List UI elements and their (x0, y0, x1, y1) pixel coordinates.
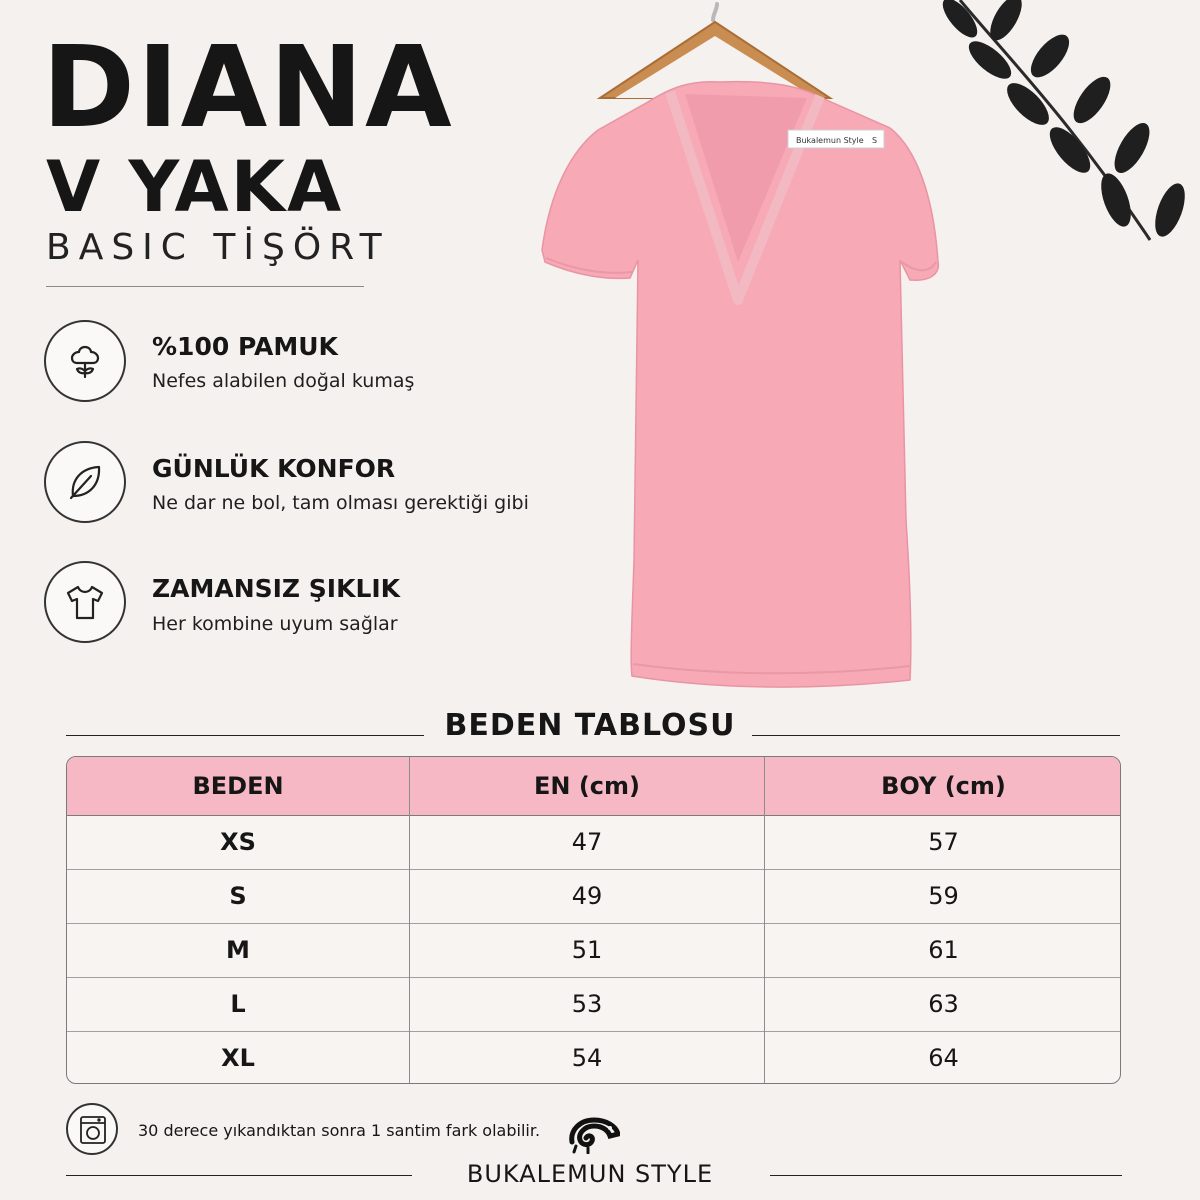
table-cell: 64 (928, 1044, 959, 1072)
table-cell: 61 (928, 936, 959, 964)
size-table-title: BEDEN TABLOSU (444, 708, 736, 743)
washing-machine-icon (66, 1103, 118, 1155)
table-header-row (67, 757, 1121, 816)
table-cell: 63 (928, 990, 959, 1018)
product-subtitle: V YAKA (46, 146, 344, 228)
feature-desc-cotton: Nefes alabilen doğal kumaş (152, 370, 415, 392)
table-cell: 51 (410, 923, 765, 977)
table-header: EN (cm) (410, 757, 765, 815)
neck-label-size: S (872, 136, 878, 145)
feature-desc-comfort: Ne dar ne bol, tam olması gerektiği gibi (152, 492, 529, 514)
leaf-branch-decoration (920, 0, 1200, 260)
feature-title-style: ZAMANSIZ ŞIKLIK (152, 574, 401, 603)
table-cell: M (67, 923, 410, 977)
table-cell: 54 (410, 1031, 765, 1084)
table-cell: S (67, 869, 410, 923)
feature-title-cotton: %100 PAMUK (152, 332, 338, 361)
leaf-icon (44, 441, 126, 523)
cotton-icon (44, 320, 126, 402)
size-table (66, 756, 1121, 1084)
table-title-line-right (752, 735, 1120, 736)
table-row (67, 869, 1121, 924)
table-cell: 59 (928, 882, 959, 910)
table-cell: 47 (410, 815, 765, 869)
table-row (67, 977, 1121, 1032)
wash-note: 30 derece yıkandıktan sonra 1 santim fark olabilir. (138, 1121, 541, 1140)
table-row (67, 1031, 1121, 1084)
chameleon-icon (566, 1114, 620, 1154)
table-row (67, 923, 1121, 978)
table-cell: L (67, 977, 410, 1031)
table-cell: XS (67, 815, 410, 869)
title-divider (46, 286, 364, 287)
table-cell: 57 (928, 828, 959, 856)
feature-desc-style: Her kombine uyum sağlar (152, 613, 398, 635)
neck-label-brand: Bukalemun Style (796, 136, 864, 145)
product-type: BASIC TİŞÖRT (46, 227, 390, 268)
table-cell: 53 (410, 977, 765, 1031)
table-header: BOY (cm) (881, 772, 1006, 800)
table-cell: 49 (410, 869, 765, 923)
table-header: BEDEN (67, 757, 410, 815)
hanger-hook (713, 4, 717, 20)
tshirt-on-hanger-image (520, 0, 940, 700)
brand-name: BUKALEMUN STYLE (466, 1160, 714, 1188)
footer-line-right (770, 1175, 1122, 1176)
table-row (67, 815, 1121, 870)
product-title: DIANA (42, 23, 454, 153)
table-cell: XL (67, 1031, 410, 1084)
tshirt-icon (44, 561, 126, 643)
feature-title-comfort: GÜNLÜK KONFOR (152, 454, 396, 483)
